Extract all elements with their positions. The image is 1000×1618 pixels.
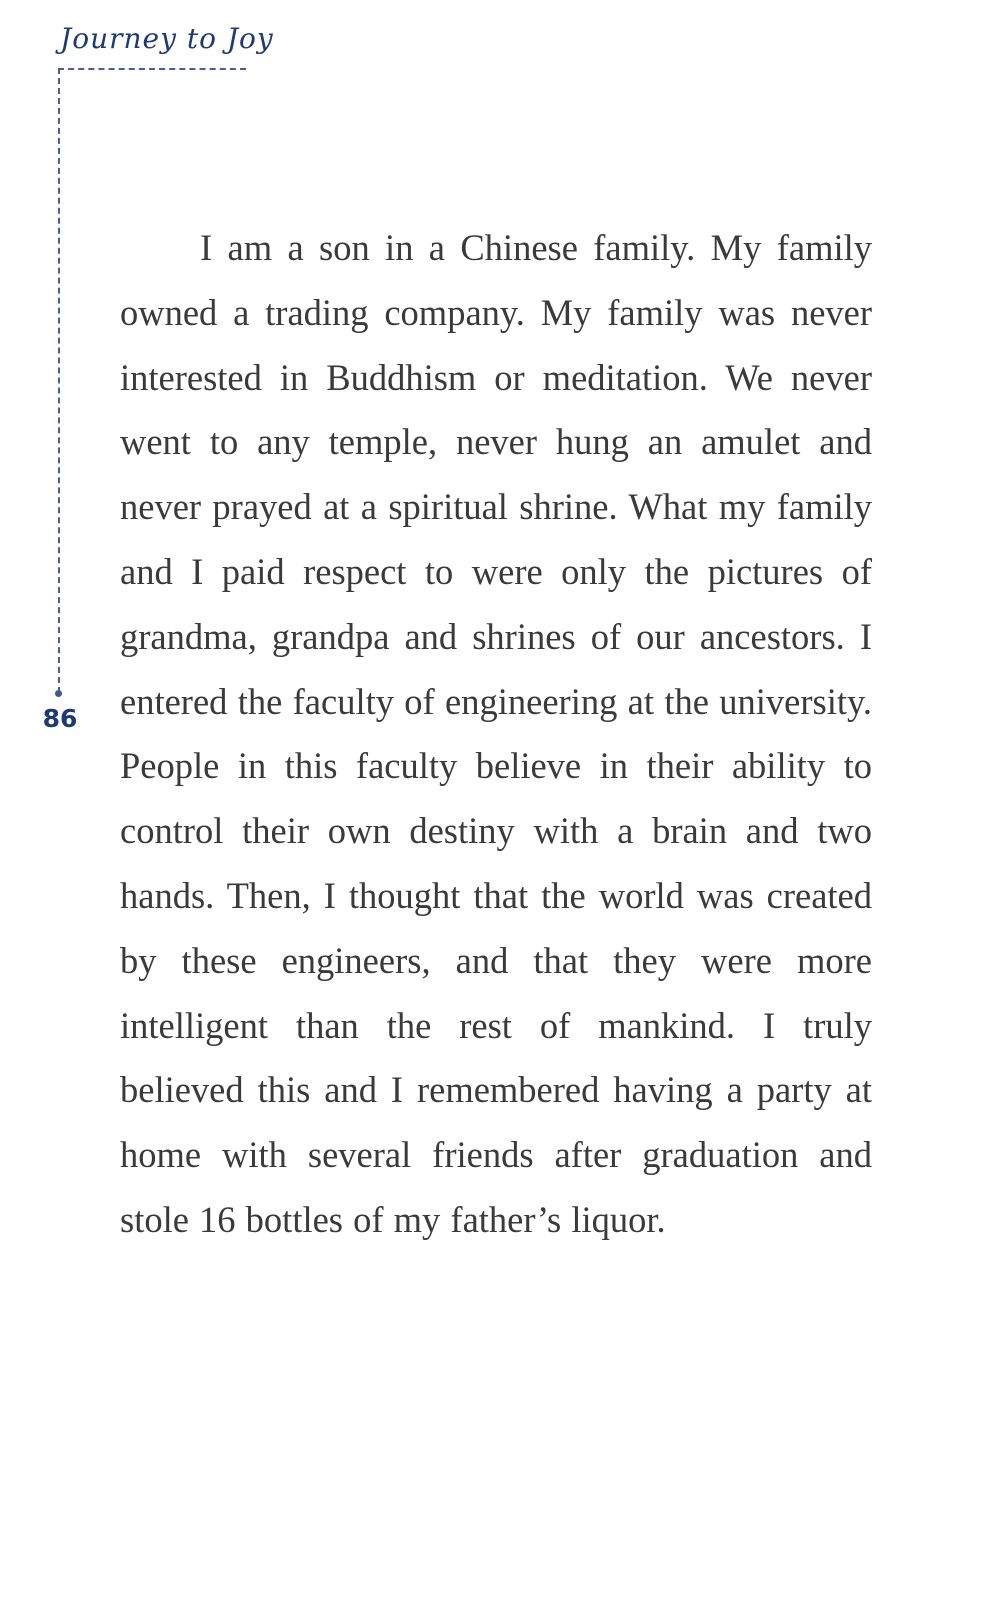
page-number: 86 [42,704,78,733]
header-dashed-rule [58,68,246,70]
body-paragraph: I am a son in a Chinese family. My family owned a trading company. My family was never interested in Buddhism or meditation. We never went to any temple, never hung an amulet and never prayed at a spiritual shrine. What my family and I paid respect to were only the pictures of grandma, grandpa and shrines of our ancestors. I entered the faculty of engineering at the university. People in this faculty believe in their ability to control their own destiny with a brain and two hands. Then, I thought that the world was created by these engineers, and that they were more intelligent than the rest of mankind. I truly believed this and I remembered having a party at home with several friends after graduation and stole 16 bottles of my father’s liquor. [120,227,872,1240]
rule-end-dot [55,690,62,697]
margin-dashed-rule [58,68,60,693]
running-title: Journey to Joy [60,22,274,55]
